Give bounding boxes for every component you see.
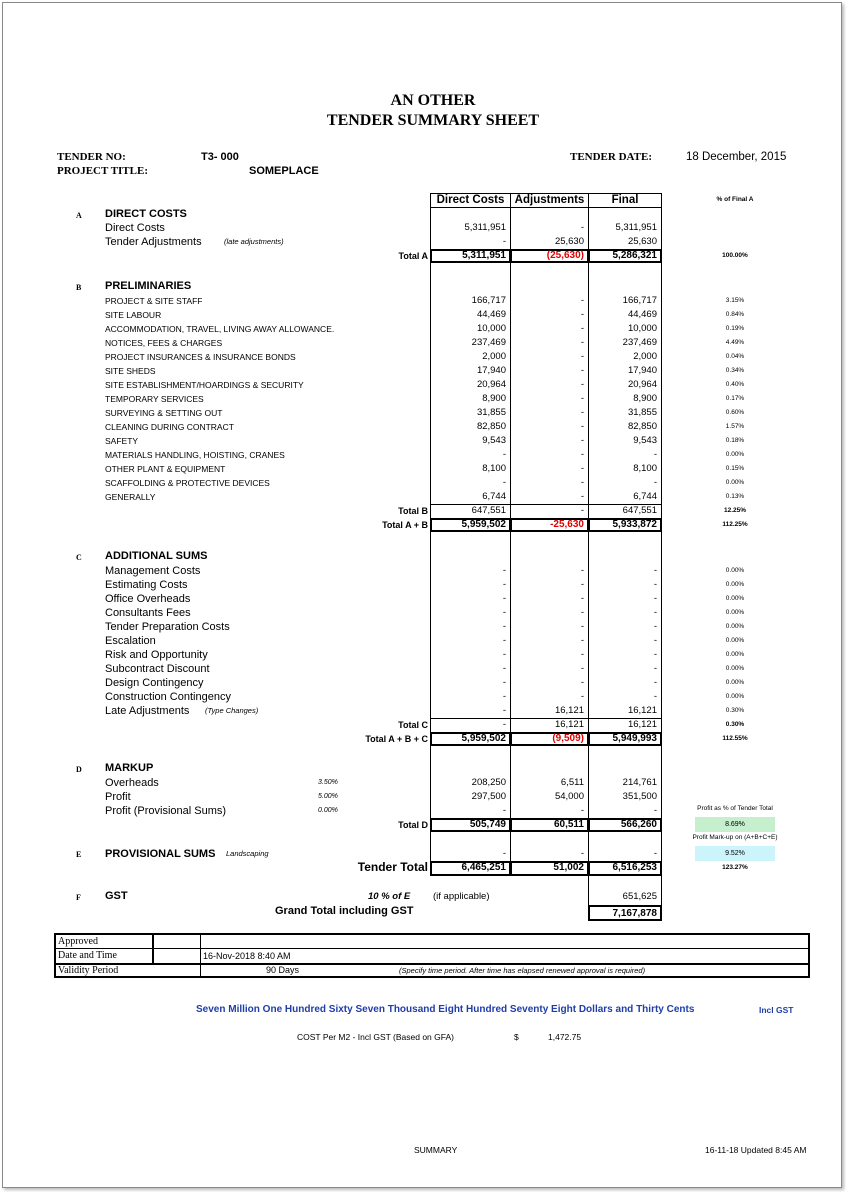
total-dc: 5,959,502 <box>461 733 506 744</box>
line-item-pct: 0.60% <box>725 409 745 416</box>
project-title-label: PROJECT TITLE: <box>57 165 148 177</box>
line-item-row <box>0 676 846 690</box>
section-header <box>0 207 846 221</box>
tender-total-row <box>0 861 846 876</box>
col-header-adjustments: Adjustments <box>510 193 589 208</box>
company-title: AN OTHER <box>390 92 476 109</box>
line-item-label: Profit (Provisional Sums) <box>105 805 227 817</box>
markup-value: 9.52% <box>695 846 775 861</box>
cell-fin: 25,630 <box>627 236 657 247</box>
provisional-direct: - <box>502 848 506 859</box>
total-row <box>0 504 846 518</box>
cell-fin: - <box>653 649 657 660</box>
cell-fin: - <box>653 579 657 590</box>
cell-fin: 351,500 <box>622 791 657 802</box>
cell-adj: - <box>580 393 584 404</box>
cell-fin: 214,761 <box>622 777 657 788</box>
gst-amount: 651,625 <box>622 891 657 902</box>
section-title: ADDITIONAL SUMS <box>105 550 208 562</box>
cell-fin: - <box>653 805 657 816</box>
line-item-pct: 0.00% <box>725 479 745 486</box>
line-item-row <box>0 448 846 462</box>
grand-total-label: Grand Total including GST <box>275 905 414 917</box>
line-item-label: Management Costs <box>105 565 201 577</box>
line-item-label: Consultants Fees <box>105 607 191 619</box>
line-item-row <box>0 336 846 350</box>
total-label: Total A <box>398 251 428 261</box>
cell-fin: 31,855 <box>627 407 657 418</box>
cell-fin: - <box>653 565 657 576</box>
project-title: SOMEPLACE <box>249 165 319 177</box>
amount-in-words: Seven Million One Hundred Sixty Seven Thousand Eight Hundred Seventy Eight Dollars and Thirty Cents <box>196 1004 695 1015</box>
line-item-label: SAFETY <box>105 436 139 446</box>
col-header-pct: % of Final A <box>716 196 754 203</box>
cell-dc: - <box>502 607 506 618</box>
line-item-row <box>0 634 846 648</box>
line-item-row <box>0 776 846 790</box>
line-item-row <box>0 564 846 578</box>
total-dc: - <box>502 719 506 730</box>
markup-label: Profit Mark-up on (A+B+C+E) <box>692 834 778 841</box>
total-label: Total A + B <box>382 520 428 530</box>
cell-fin: - <box>653 663 657 674</box>
line-item-row <box>0 308 846 322</box>
cell-adj: - <box>580 677 584 688</box>
line-item-label: GENERALLY <box>105 492 156 502</box>
total-row <box>0 518 846 532</box>
cell-adj: - <box>580 477 584 488</box>
total-dc: 5,311,951 <box>462 250 506 261</box>
cell-fin: - <box>653 621 657 632</box>
validity-label: Validity Period <box>58 965 119 976</box>
cell-fin: - <box>653 477 657 488</box>
cell-dc: - <box>502 805 506 816</box>
sheet-title: TENDER SUMMARY SHEET <box>326 112 540 129</box>
section-header <box>0 549 846 563</box>
provisional-sums-row <box>0 847 846 861</box>
total-adj: (25,630) <box>546 250 584 261</box>
gst-title: GST <box>105 890 128 902</box>
line-item-row <box>0 790 846 804</box>
line-item-label: Profit <box>105 791 131 803</box>
line-item-row <box>0 350 846 364</box>
line-item-label: NOTICES, FEES & CHARGES <box>105 338 223 348</box>
line-item-pct: 0.30% <box>725 707 745 714</box>
section-header <box>0 279 846 293</box>
profit-pct-label: Profit as % of Tender Total <box>697 805 773 812</box>
cell-dc: - <box>502 691 506 702</box>
line-item-row <box>0 648 846 662</box>
section-title: MARKUP <box>105 762 154 774</box>
section-letter: F <box>76 893 81 902</box>
cell-adj: - <box>580 635 584 646</box>
line-item-pct: 0.00% <box>725 609 745 616</box>
cell-adj: - <box>580 463 584 474</box>
cell-dc: - <box>502 236 506 247</box>
cell-adj: - <box>580 691 584 702</box>
line-item-label: PROJECT INSURANCES & INSURANCE BONDS <box>105 352 296 362</box>
cell-dc: - <box>502 677 506 688</box>
total-fin: 16,121 <box>627 719 657 730</box>
cell-dc: 208,250 <box>471 777 506 788</box>
section-letter: D <box>76 765 82 774</box>
line-item-row <box>0 392 846 406</box>
line-item-pct: 0.00% <box>725 595 745 602</box>
cell-adj: 54,000 <box>554 791 584 802</box>
line-item-pct: 0.00% <box>725 567 745 574</box>
total-pct: 100.00% <box>722 252 748 259</box>
cell-dc: 6,744 <box>482 491 506 502</box>
line-item-label: TEMPORARY SERVICES <box>105 394 204 404</box>
section-header <box>0 761 846 775</box>
cost-m2-label: COST Per M2 - Incl GST (Based on GFA) <box>297 1032 454 1042</box>
grand-total-value: 7,167,878 <box>588 905 662 921</box>
cell-adj: - <box>580 449 584 460</box>
total-fin: 5,949,993 <box>612 733 657 744</box>
cell-adj: 16,121 <box>554 705 584 716</box>
line-item-row <box>0 690 846 704</box>
total-dc: 505,749 <box>469 819 506 830</box>
markup-rate: 5.00% <box>318 793 338 800</box>
line-item-row <box>0 406 846 420</box>
line-item-pct: 3.15% <box>725 297 745 304</box>
section-letter: A <box>76 211 82 220</box>
cell-dc: 237,469 <box>471 337 506 348</box>
total-pct: 0.30% <box>725 721 745 728</box>
cell-dc: 166,717 <box>471 295 506 306</box>
line-item-label: SCAFFOLDING & PROTECTIVE DEVICES <box>105 478 270 488</box>
total-adj: - <box>580 505 584 516</box>
line-item-label: Tender Preparation Costs <box>105 621 230 633</box>
col-header-direct: Direct Costs <box>430 193 511 208</box>
cell-dc: 297,500 <box>471 791 506 802</box>
line-item-label: Construction Contingency <box>105 691 231 703</box>
line-item-label: ACCOMMODATION, TRAVEL, LIVING AWAY ALLOWANCE. <box>105 324 335 334</box>
tender-total-adj: 51,002 <box>553 862 584 873</box>
cell-dc: 2,000 <box>482 351 506 362</box>
line-item-row <box>0 235 846 249</box>
col-header-final: Final <box>588 193 662 208</box>
total-fin: 647,551 <box>622 505 657 516</box>
cell-adj: - <box>580 222 584 233</box>
tender-total-label: Tender Total <box>357 860 428 874</box>
line-item-label: SITE SHEDS <box>105 366 156 376</box>
cell-fin: - <box>653 677 657 688</box>
line-item-pct: 0.00% <box>725 623 745 630</box>
cell-dc: 82,850 <box>476 421 506 432</box>
line-item-row <box>0 490 846 504</box>
cell-adj: - <box>580 663 584 674</box>
total-row <box>0 732 846 746</box>
line-item-pct: 0.00% <box>725 451 745 458</box>
tender-no-label: TENDER NO: <box>57 151 126 163</box>
cell-dc: - <box>502 635 506 646</box>
cell-adj: 25,630 <box>554 236 584 247</box>
cell-dc: 8,900 <box>482 393 506 404</box>
total-fin: 5,933,872 <box>612 519 657 530</box>
cell-fin: 9,543 <box>633 435 657 446</box>
line-item-pct: 0.00% <box>725 693 745 700</box>
line-item-pct: 0.15% <box>725 465 745 472</box>
line-item-row <box>0 364 846 378</box>
line-item-row <box>0 592 846 606</box>
cell-dc: 17,940 <box>476 365 506 376</box>
gst-note: (if applicable) <box>433 891 490 902</box>
cell-dc: - <box>502 579 506 590</box>
total-pct: 112.55% <box>722 735 748 742</box>
cell-fin: 82,850 <box>627 421 657 432</box>
approved-label: Approved <box>58 936 98 947</box>
line-item-pct: 0.19% <box>725 325 745 332</box>
line-item-row <box>0 606 846 620</box>
total-adj: -25,630 <box>550 519 584 530</box>
line-item-label: Risk and Opportunity <box>105 649 208 661</box>
line-item-row <box>0 294 846 308</box>
cell-dc: - <box>502 449 506 460</box>
line-item-label: Late Adjustments <box>105 705 190 717</box>
cell-dc: 10,000 <box>476 323 506 334</box>
line-item-pct: 0.00% <box>725 581 745 588</box>
total-row <box>0 718 846 732</box>
approval-date[interactable]: 16-Nov-2018 8:40 AM <box>203 951 291 961</box>
cell-fin: 17,940 <box>627 365 657 376</box>
line-item-pct: 0.34% <box>725 367 745 374</box>
line-item-label: Direct Costs <box>105 222 165 234</box>
line-item-label: Estimating Costs <box>105 579 188 591</box>
line-item-pct: 0.40% <box>725 381 745 388</box>
cell-fin: 10,000 <box>627 323 657 334</box>
line-item-row <box>0 322 846 336</box>
total-row <box>0 249 846 263</box>
total-label: Total D <box>398 820 428 830</box>
cell-dc: 8,100 <box>482 463 506 474</box>
total-label: Total A + B + C <box>365 734 428 744</box>
line-item-pct: 0.00% <box>725 651 745 658</box>
cell-adj: - <box>580 365 584 376</box>
cost-m2-value: 1,472.75 <box>548 1032 582 1042</box>
line-item-label: Office Overheads <box>105 593 191 605</box>
line-item-pct: 0.18% <box>725 437 745 444</box>
divider <box>56 948 808 949</box>
line-item-pct: 4.49% <box>725 339 745 346</box>
provisional-final: - <box>653 848 657 859</box>
line-item-pct: 0.13% <box>725 493 745 500</box>
line-item-label: Tender Adjustments <box>105 236 202 248</box>
line-item-label: SITE ESTABLISHMENT/HOARDINGS & SECURITY <box>105 380 304 390</box>
line-item-row <box>0 620 846 634</box>
cost-m2-currency: $ <box>514 1032 519 1042</box>
section-letter: E <box>76 850 82 859</box>
cell-adj: - <box>580 579 584 590</box>
section-title: PRELIMINARIES <box>105 280 192 292</box>
total-dc: 5,959,502 <box>461 519 506 530</box>
cell-adj: 6,511 <box>560 777 584 788</box>
line-item-label: PROJECT & SITE STAFF <box>105 296 203 306</box>
cell-fin: 16,121 <box>627 705 657 716</box>
cell-fin: 6,744 <box>633 491 657 502</box>
section-letter: B <box>76 283 82 292</box>
cell-dc: 9,543 <box>482 435 506 446</box>
cell-adj: - <box>580 421 584 432</box>
cell-fin: - <box>653 449 657 460</box>
tender-date-label: TENDER DATE: <box>570 151 653 163</box>
cell-dc: 44,469 <box>476 309 506 320</box>
cell-dc: - <box>502 593 506 604</box>
cell-fin: 8,900 <box>633 393 657 404</box>
line-item-row <box>0 221 846 235</box>
line-item-pct: 0.84% <box>725 311 745 318</box>
cell-adj: - <box>580 337 584 348</box>
validity-note: (Specify time period. After time has elapsed renewed approval is required) <box>399 966 646 975</box>
divider <box>152 935 154 963</box>
cell-adj: - <box>580 435 584 446</box>
line-item-label: MATERIALS HANDLING, HOISTING, CRANES <box>105 450 285 460</box>
cell-adj: - <box>580 491 584 502</box>
footer-sheet-name: SUMMARY <box>414 1145 458 1155</box>
line-item-pct: 0.00% <box>725 679 745 686</box>
line-item-row <box>0 420 846 434</box>
line-item-label: Overheads <box>105 777 159 789</box>
markup-rate: 0.00% <box>318 807 338 814</box>
tender-no: T3- 000 <box>201 151 239 163</box>
cell-fin: - <box>653 607 657 618</box>
cell-fin: - <box>653 593 657 604</box>
total-dc: 647,551 <box>471 505 506 516</box>
incl-gst: Incl GST <box>759 1005 794 1015</box>
tender-date: 18 December, 2015 <box>686 151 787 163</box>
line-item-pct: 0.00% <box>725 665 745 672</box>
cell-dc: - <box>502 477 506 488</box>
gst-rate: 10 % of E <box>368 891 411 902</box>
line-item-label: Subcontract Discount <box>105 663 210 675</box>
markup-rate: 3.50% <box>318 779 338 786</box>
cell-dc: - <box>502 663 506 674</box>
date-time-label: Date and Time <box>58 950 117 961</box>
cell-dc: 5,311,951 <box>464 222 506 233</box>
cell-adj: - <box>580 323 584 334</box>
cell-fin: 2,000 <box>633 351 657 362</box>
line-item-pct: 1.57% <box>725 423 745 430</box>
footer-updated: 16-11-18 Updated 8:45 AM <box>705 1145 807 1155</box>
tender-total-final: 6,516,253 <box>612 862 657 873</box>
total-label: Total C <box>398 720 428 730</box>
divider <box>200 935 201 978</box>
total-pct: 112.25% <box>722 521 748 528</box>
line-item-label: Design Contingency <box>105 677 204 689</box>
cell-adj: - <box>580 565 584 576</box>
tender-total-pct: 123.27% <box>722 864 748 871</box>
approval-box <box>54 933 810 978</box>
cell-fin: - <box>653 635 657 646</box>
cell-fin: - <box>653 691 657 702</box>
cell-fin: 8,100 <box>633 463 657 474</box>
cell-fin: 44,469 <box>627 309 657 320</box>
validity-value[interactable]: 90 Days <box>266 965 300 975</box>
cell-dc: 20,964 <box>476 379 506 390</box>
line-item-row <box>0 378 846 392</box>
cell-dc: - <box>502 705 506 716</box>
line-item-label: OTHER PLANT & EQUIPMENT <box>105 464 226 474</box>
cell-adj: - <box>580 805 584 816</box>
line-item-row <box>0 704 846 718</box>
cell-dc: - <box>502 621 506 632</box>
line-item-label: SITE LABOUR <box>105 310 162 320</box>
provisional-title: PROVISIONAL SUMS <box>105 848 216 860</box>
line-item-note: (late adjustments) <box>224 237 284 246</box>
cell-adj: - <box>580 351 584 362</box>
cell-adj: - <box>580 593 584 604</box>
cell-adj: - <box>580 379 584 390</box>
line-item-label: CLEANING DURING CONTRACT <box>105 422 234 432</box>
cell-adj: - <box>580 309 584 320</box>
line-item-label: Escalation <box>105 635 156 647</box>
total-fin: 5,286,321 <box>612 250 657 261</box>
provisional-note: Landscaping <box>226 849 269 858</box>
cell-fin: 237,469 <box>622 337 657 348</box>
tender-total-direct: 6,465,251 <box>461 862 506 873</box>
cell-adj: - <box>580 621 584 632</box>
cell-dc: - <box>502 565 506 576</box>
total-label: Total B <box>398 506 428 516</box>
cell-adj: - <box>580 295 584 306</box>
line-item-pct: 0.04% <box>725 353 745 360</box>
cell-adj: - <box>580 649 584 660</box>
cell-dc: 31,855 <box>476 407 506 418</box>
cell-fin: 20,964 <box>627 379 657 390</box>
line-item-row <box>0 578 846 592</box>
line-item-row <box>0 476 846 490</box>
line-item-row <box>0 462 846 476</box>
section-title: DIRECT COSTS <box>105 208 187 220</box>
line-item-pct: 0.17% <box>725 395 745 402</box>
cell-adj: - <box>580 407 584 418</box>
line-item-row <box>0 434 846 448</box>
total-adj: (9,509) <box>552 733 584 744</box>
cell-fin: 166,717 <box>622 295 657 306</box>
total-pct: 12.25% <box>723 507 747 514</box>
line-item-pct: 0.00% <box>725 637 745 644</box>
line-item-row <box>0 662 846 676</box>
cell-dc: - <box>502 649 506 660</box>
line-item-label: SURVEYING & SETTING OUT <box>105 408 223 418</box>
profit-pct-value: 8.69% <box>695 817 775 832</box>
cell-fin: 5,311,951 <box>615 222 657 233</box>
line-item-note: (Type Changes) <box>205 706 259 715</box>
total-adj: 16,121 <box>554 719 584 730</box>
total-adj: 60,511 <box>553 819 584 830</box>
total-fin: 566,260 <box>620 819 657 830</box>
section-letter: C <box>76 553 82 562</box>
divider <box>56 963 808 965</box>
provisional-adj: - <box>580 848 584 859</box>
cell-adj: - <box>580 607 584 618</box>
